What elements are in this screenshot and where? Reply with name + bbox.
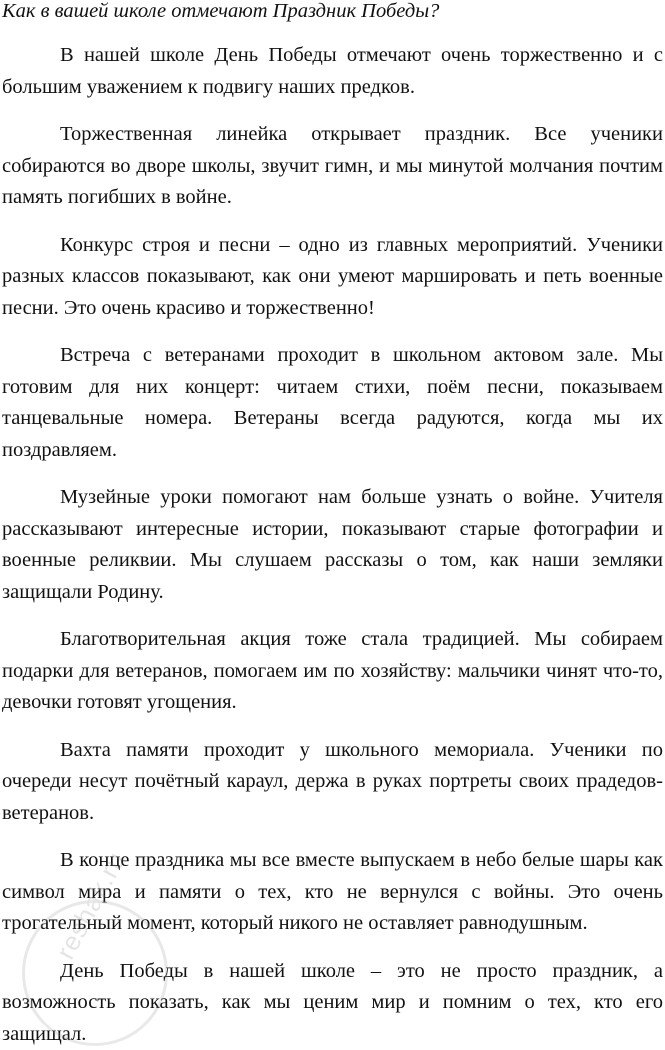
question-heading: Как в вашей школе отмечают Праздник Победы? [2,0,663,22]
paragraph-veterans-meeting: Встреча с ветеранами проходит в школьном актовом зале. Мы готовим для них концерт: читаем стихи, поём песни, показываем танцевальные номера. Ветераны всегда радуются, когда мы их поздравляем. [2,340,663,466]
paragraph-ceremony: Торжественная линейка открывает праздник. Все ученики собираются во дворе школы, звучит гимн, и мы минутой молчания почтим память погибших в войне. [2,119,663,214]
watermark-text: reshak.ru [50,846,132,964]
paragraph-museum-lessons: Музейные уроки помогают нам больше узнать о войне. Учителя рассказывают интересные истории, показывают старые фотографии и военные реликвии. Мы слушаем рассказы о том, как наши земляки защищали Родину. [2,482,663,608]
paragraph-conclusion: День Победы в нашей школе – это не просто праздник, а возможность показать, как мы ценим мир и помним о тех, кто его защищал. [2,956,663,1050]
paragraph-march-contest: Конкурс строя и песни – одно из главных мероприятий. Ученики разных классов показывают, как они умеют маршировать и петь военные песни. Это очень красиво и торжественно! [2,230,663,325]
paragraph-balloons: В конце праздника мы все вместе выпускаем в небо белые шары как символ мира и памяти о тех, кто не вернулся с войны. Это очень трогательный момент, который никого не оставляет равнодушным. [2,845,663,940]
paragraph-charity: Благотворительная акция тоже стала традицией. Мы собираем подарки для ветеранов, помогаем им по хозяйству: мальчики чинят что-то, девочки готовят угощения. [2,624,663,719]
paragraph-memory-watch: Вахта памяти проходит у школьного мемориала. Ученики по очереди несут почётный караул, держа в руках портреты своих прадедов-ветеранов. [2,735,663,830]
paragraph-intro: В нашей школе День Победы отмечают очень торжественно и с большим уважением к подвигу наших предков. [2,40,663,103]
